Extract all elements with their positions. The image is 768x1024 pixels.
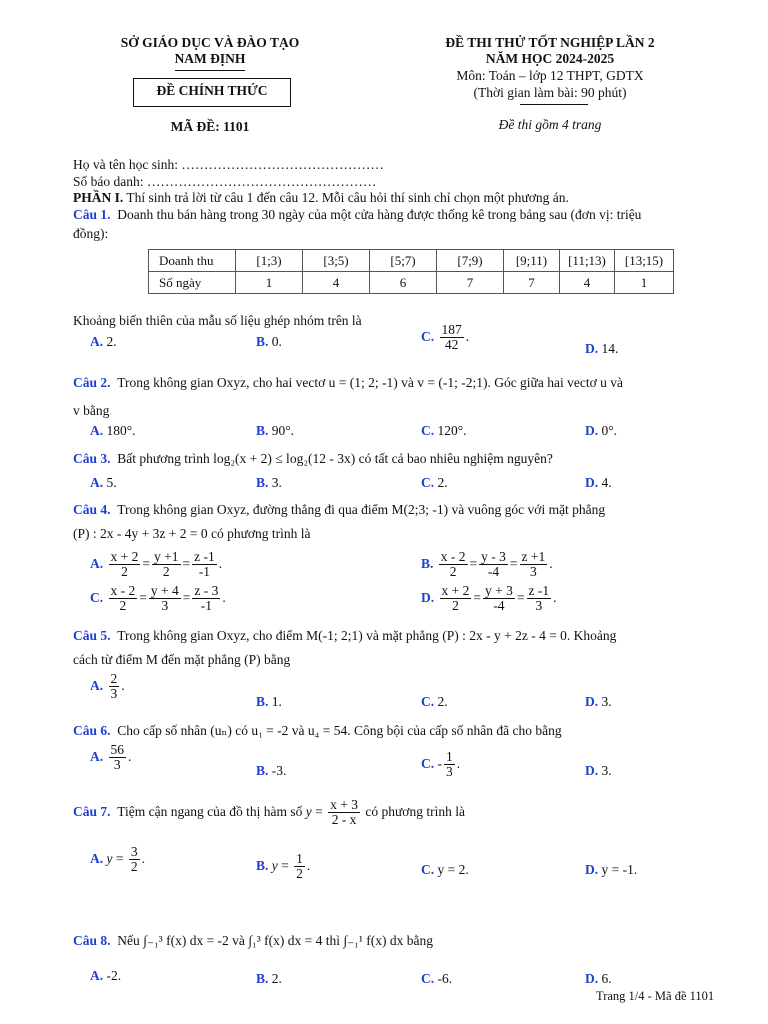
q5-option-d[interactable] xyxy=(585,694,612,710)
student-name-line: Họ và tên học sinh: ……………………………………… xyxy=(73,157,384,172)
time-limit: (Thời gian làm bài: 90 phút) xyxy=(473,85,627,100)
q2-line1 xyxy=(73,375,623,391)
option-letter: D. xyxy=(585,694,599,709)
table-cell: 1 xyxy=(236,272,303,294)
option-text: 2. xyxy=(106,334,117,349)
table-cell: [5;7) xyxy=(370,250,437,272)
q1-table-wrap xyxy=(148,249,674,294)
option-text: -6. xyxy=(437,971,453,986)
option-text: 2. xyxy=(437,694,448,709)
q7-label: Câu 7. xyxy=(73,803,111,819)
option-letter: A. xyxy=(90,423,104,438)
q1-option-c[interactable]: C. $\frac{187}{42}$ . xyxy=(421,322,470,353)
table-cell: 7 xyxy=(504,272,560,294)
q4-line2: (P) : 2x - 4y + 3z + 2 = 0 có phương trình là xyxy=(73,526,311,541)
q3-option-a[interactable] xyxy=(90,475,117,491)
option-letter: C. xyxy=(421,862,435,877)
q8-option-b[interactable] xyxy=(256,971,282,987)
q7-function: $\frac{x + 3}{2 - x}$ xyxy=(330,797,358,828)
q8-option-a[interactable] xyxy=(90,968,121,984)
header-right-rule xyxy=(520,104,588,105)
table-cell: [11;13) xyxy=(560,250,615,272)
q5-option-a[interactable]: A. $\frac{2}{3}$ . xyxy=(90,671,125,702)
table-cell: [9;11) xyxy=(504,250,560,272)
q2-text: Trong không gian Oxyz, cho hai vectơ u = (1; 2; -1) và v = (-1; -2;1). Góc giữa hai vectơ u và xyxy=(117,375,623,390)
header-department: SỞ GIÁO DỤC VÀ ĐÀO TẠO xyxy=(120,35,300,50)
q8-line1 xyxy=(73,933,433,949)
option-letter: A. xyxy=(90,850,104,866)
option-letter: D. xyxy=(421,589,435,605)
table-head: Doanh thu xyxy=(149,250,236,272)
option-text: 3. xyxy=(601,763,612,778)
option-text: -3. xyxy=(271,763,287,778)
option-letter: A. xyxy=(90,968,104,983)
table-row xyxy=(149,250,674,272)
part1-title: PHẦN I. xyxy=(73,190,124,205)
table-cell: 6 xyxy=(370,272,437,294)
q5-line1 xyxy=(73,628,616,644)
q1-option-d[interactable] xyxy=(585,341,618,357)
option-letter: B. xyxy=(256,694,269,709)
option-letter: C. xyxy=(90,589,104,605)
subject: Môn: Toán – lớp 12 THPT, GDTX xyxy=(456,68,644,83)
q3-option-b[interactable] xyxy=(256,475,282,491)
q6-line1 xyxy=(73,723,562,739)
table-cell: 4 xyxy=(560,272,615,294)
q1-line2: đồng): xyxy=(73,226,109,241)
table-cell: [13;15) xyxy=(615,250,674,272)
option-text: 180°. xyxy=(106,423,136,438)
option-letter: A. xyxy=(90,748,104,764)
page-footer: Trang 1/4 - Mã đề 1101 xyxy=(596,989,715,1003)
option-letter: A. xyxy=(90,677,104,693)
q6-option-b[interactable] xyxy=(256,763,286,779)
option-text: 14. xyxy=(601,341,619,356)
option-text: 3. xyxy=(271,475,282,490)
q7-text-post: có phương trình là xyxy=(365,803,465,819)
q8-label: Câu 8. xyxy=(73,933,111,948)
q6-text: Cho cấp số nhân (uₙ) có u₁ = -2 và u₄ = 54. Công bội của cấp số nhân đã cho bằng xyxy=(117,723,562,738)
header-province: NAM ĐỊNH xyxy=(174,51,246,66)
q4-option-d[interactable]: D. $\frac{x + 2}{2}$ = $\frac{y + 3}{-4}$ = $\frac{z -1}{3}$ . xyxy=(421,583,557,614)
q3-line1 xyxy=(73,451,553,467)
q6-option-d[interactable] xyxy=(585,763,612,779)
q8-text: Nếu ∫₋₁³ f(x) dx = -2 và ∫₁³ f(x) dx = 4 thì ∫₋₁¹ f(x) dx bằng xyxy=(117,933,434,948)
q6-option-c[interactable]: C. - $\frac{1}{3}$ . xyxy=(421,749,461,780)
q1-question: Khoảng biến thiên của mẫu số liệu ghép nhóm trên là xyxy=(73,313,362,328)
option-text: 0°. xyxy=(601,423,618,438)
option-text: 2. xyxy=(437,475,448,490)
table-row xyxy=(149,272,674,294)
option-letter: B. xyxy=(256,475,269,490)
table-cell: [3;5) xyxy=(303,250,370,272)
table-cell: 1 xyxy=(615,272,674,294)
option-letter: C. xyxy=(421,475,435,490)
q1-data-table xyxy=(148,249,674,294)
option-letter: B. xyxy=(256,423,269,438)
option-text: 3. xyxy=(601,694,612,709)
option-letter: A. xyxy=(90,555,104,571)
q5-option-b[interactable] xyxy=(256,694,282,710)
option-text: 4. xyxy=(601,475,612,490)
option-text: 6. xyxy=(601,971,612,986)
option-text: 120°. xyxy=(437,423,467,438)
option-letter: C. xyxy=(421,694,435,709)
fraction: $\frac{187}{42}$ xyxy=(441,322,462,353)
q1-option-b[interactable] xyxy=(256,334,282,350)
official-label: ĐỀ CHÍNH THỨC xyxy=(156,83,268,98)
option-letter: C. xyxy=(421,423,435,438)
q4-label: Câu 4. xyxy=(73,502,111,517)
table-cell: 4 xyxy=(303,272,370,294)
q8-option-c[interactable] xyxy=(421,971,452,987)
option-text: 90°. xyxy=(271,423,295,438)
option-letter: D. xyxy=(585,423,599,438)
table-cell: [1;3) xyxy=(236,250,303,272)
q5-text: Trong không gian Oxyz, cho điểm M(-1; 2;1) và mặt phẳng (P) : 2x - y + 2z - 4 = 0. Khoảng xyxy=(117,628,617,643)
option-letter: D. xyxy=(585,971,599,986)
option-letter: C. xyxy=(421,755,435,771)
q4-option-c[interactable]: C. $\frac{x - 2}{2}$ = $\frac{y + 4}{3}$ = $\frac{z - 3}{-1}$ . xyxy=(90,583,226,614)
q3-label: Câu 3. xyxy=(73,451,111,466)
option-letter: B. xyxy=(256,971,269,986)
option-text: 2. xyxy=(271,971,282,986)
option-letter: B. xyxy=(256,857,269,873)
part1-text: Thí sinh trả lời từ câu 1 đến câu 12. Mỗi câu hỏi thí sinh chỉ chọn một phương án. xyxy=(123,190,569,205)
q1-option-a[interactable] xyxy=(90,334,117,350)
q1-line1 xyxy=(73,207,641,223)
q8-option-d[interactable] xyxy=(585,971,612,987)
option-text: y = -1. xyxy=(601,862,638,877)
option-text: y = 2. xyxy=(437,862,469,877)
q7-option-d[interactable] xyxy=(585,862,637,878)
q6-label: Câu 6. xyxy=(73,723,111,738)
option-letter: C. xyxy=(421,328,435,344)
option-text: -2. xyxy=(106,968,122,983)
q1-label: Câu 1. xyxy=(73,207,111,222)
school-year: NĂM HỌC 2024-2025 xyxy=(485,51,615,66)
option-letter: B. xyxy=(256,763,269,778)
option-letter: D. xyxy=(585,341,599,356)
part1-instruction xyxy=(73,190,569,206)
header-left-rule xyxy=(175,70,245,71)
q6-option-a[interactable]: A. $\frac{56}{3}$ . xyxy=(90,742,132,773)
option-letter: B. xyxy=(256,334,269,349)
option-letter: D. xyxy=(585,862,599,877)
q4-option-a[interactable]: A. $\frac{x + 2}{2}$ = $\frac{y +1}{2}$ = $\frac{z -1}{-1}$ . xyxy=(90,549,223,580)
option-letter: D. xyxy=(585,475,599,490)
q3-text: Bất phương trình log₂(x + 2) ≤ log₂(12 - 3x) có tất cả bao nhiêu nghiệm nguyên? xyxy=(117,451,553,466)
option-text: 0. xyxy=(271,334,282,349)
table-head: Số ngày xyxy=(149,272,236,294)
q7-option-a[interactable]: A. y = $\frac{3}{2}$ . xyxy=(90,844,145,875)
q3-option-d[interactable] xyxy=(585,475,612,491)
table-cell: [7;9) xyxy=(437,250,504,272)
q1-text: Doanh thu bán hàng trong 30 ngày của một cửa hàng được thống kê trong bảng sau (đơn vị: triệu xyxy=(117,207,642,222)
q2-option-b[interactable] xyxy=(256,423,294,439)
q7-text-pre: Tiệm cận ngang của đồ thị hàm số xyxy=(117,803,303,819)
q5-label: Câu 5. xyxy=(73,628,111,643)
q4-line1 xyxy=(73,502,605,518)
q2-option-c[interactable] xyxy=(421,423,467,439)
table-cell: 7 xyxy=(437,272,504,294)
option-letter: C. xyxy=(421,971,435,986)
option-letter: D. xyxy=(585,763,599,778)
q2-line2: v bằng xyxy=(73,403,110,418)
option-text: 1. xyxy=(271,694,282,709)
student-id-line: Số báo danh: …………………………………………… xyxy=(73,174,377,189)
q3-option-c[interactable] xyxy=(421,475,448,491)
q2-option-d[interactable] xyxy=(585,423,617,439)
pages-note: Đề thi gồm 4 trang xyxy=(498,117,602,132)
q7-option-b[interactable]: B. y = $\frac{1}{2}$ . xyxy=(256,851,311,882)
q4-option-b[interactable]: B. $\frac{x - 2}{2}$ = $\frac{y - 3}{-4}$ = $\frac{z +1}{3}$ . xyxy=(421,549,553,580)
q5-option-c[interactable] xyxy=(421,694,448,710)
option-text: 5. xyxy=(106,475,117,490)
exam-title: ĐỀ THI THỬ TỐT NGHIỆP LẦN 2 xyxy=(445,35,655,50)
exam-code: MÃ ĐỀ: 1101 xyxy=(170,119,250,134)
q4-text: Trong không gian Oxyz, đường thẳng đi qua điểm M(2;3; -1) và vuông góc với mặt phẳng xyxy=(117,502,606,517)
q7-line1: Câu 7. Tiệm cận ngang của đồ thị hàm số y = $\frac{x + 3}{2 - x}$ có phương trình là xyxy=(73,797,465,828)
q2-label: Câu 2. xyxy=(73,375,111,390)
q5-line2: cách từ điểm M đến mặt phẳng (P) bằng xyxy=(73,652,291,667)
option-letter: A. xyxy=(90,334,104,349)
q2-option-a[interactable] xyxy=(90,423,136,439)
option-letter: A. xyxy=(90,475,104,490)
option-letter: B. xyxy=(421,555,434,571)
q7-option-c[interactable] xyxy=(421,862,469,878)
